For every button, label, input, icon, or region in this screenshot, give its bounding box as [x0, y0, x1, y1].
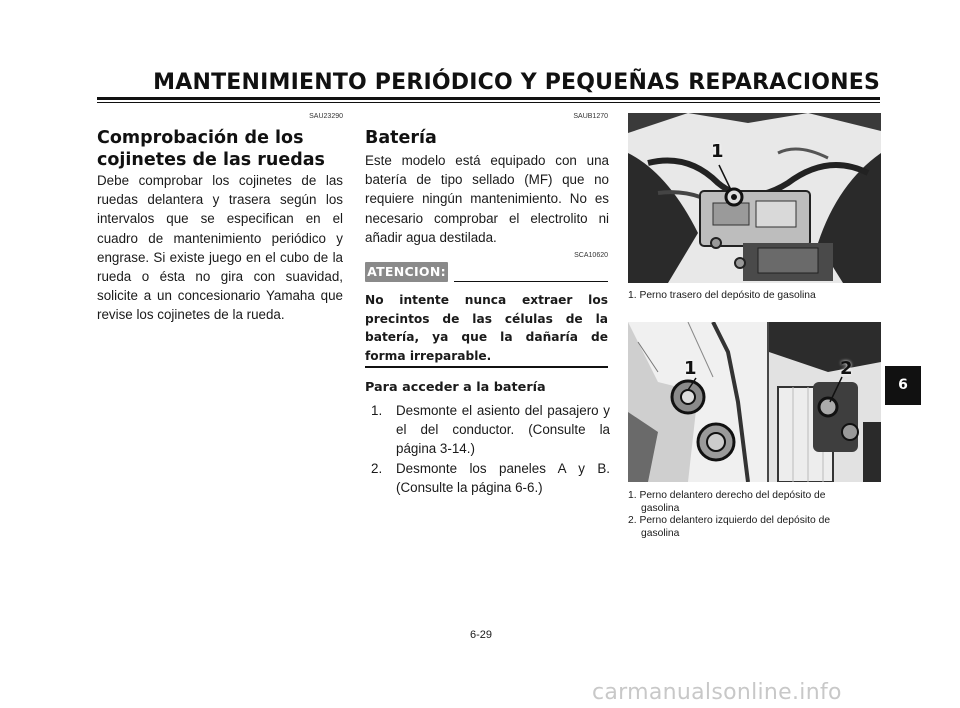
caution-code: SCA10620 [574, 252, 608, 259]
battery-access-title: Para acceder a la batería [365, 380, 546, 395]
section-code: SAUB1270 [573, 113, 608, 120]
step-number: 2. [371, 460, 383, 476]
watermark: carmanualsonline.info [592, 680, 842, 705]
step-text: Desmonte los paneles A y B. (Consulte la página 6-6.) [396, 460, 610, 495]
list-item [365, 401, 610, 459]
photo2-callout-2: 2 [840, 358, 853, 379]
step-number: 1. [371, 403, 383, 418]
page-header-title: MANTENIMIENTO PERIÓDICO Y PEQUEÑAS REPARACIONES [153, 70, 880, 95]
photo-illustration [628, 113, 881, 283]
step-text: Desmonte el asiento del pasajero y el del conductor. (Consulte la página 3-14.) [396, 403, 610, 457]
wheel-bearings-paragraph: Debe comprobar los cojinetes de las ruedas delantera y trasera según los intervalos que se especifican en el cuadro de mantenimiento periódico y engrase. Si existe juego en el cubo de la rueda o ésta no gira con suavidad, solicite a un concesionario Yamaha que revise los cojinetes de la rueda. [97, 173, 343, 323]
section-code: SAU23290 [309, 113, 343, 120]
chapter-tab: 6 [885, 366, 921, 405]
caution-text: No intente nunca extraer los precintos de las células de la batería, ya que la dañaría de forma irreparable. [365, 293, 608, 363]
caption-item-1: 1. Perno delantero derecho del depósito de [628, 490, 826, 501]
fuel-tank-front-bolts-photo [628, 322, 881, 482]
header-rule-thin [97, 102, 880, 103]
photo2-caption [628, 490, 888, 540]
section-heading-line2: cojinetes de las ruedas [97, 150, 325, 170]
caution-badge [365, 262, 448, 282]
fuel-tank-rear-bolt-photo [628, 113, 881, 283]
photo1-caption: 1. Perno trasero del depósito de gasolina [628, 290, 816, 301]
header-rule-thick [97, 97, 880, 100]
photo2-callout-1: 1 [684, 358, 697, 379]
caption-item-2-cont: gasolina [641, 527, 680, 539]
caution-label: ATENCION: [367, 264, 446, 279]
caution-rule [454, 281, 608, 282]
caption-item-1-cont: gasolina [641, 502, 680, 514]
list-item [365, 459, 610, 497]
photo1-callout: 1 [711, 141, 724, 162]
caption-item-2: 2. Perno delantero izquierdo del depósito de [628, 515, 831, 526]
caution-end-rule [365, 366, 608, 368]
page-number: 6-29 [470, 629, 493, 641]
battery-access-steps [365, 401, 610, 497]
section-heading-line1: Comprobación de los [97, 128, 304, 148]
photo-illustration [628, 322, 881, 482]
battery-heading: Batería [365, 128, 437, 148]
battery-paragraph: Este modelo está equipado con una batería de tipo sellado (MF) que no requiere ningún mantenimiento. No es necesario comprobar el electrolito ni añadir agua destilada. [365, 153, 609, 245]
